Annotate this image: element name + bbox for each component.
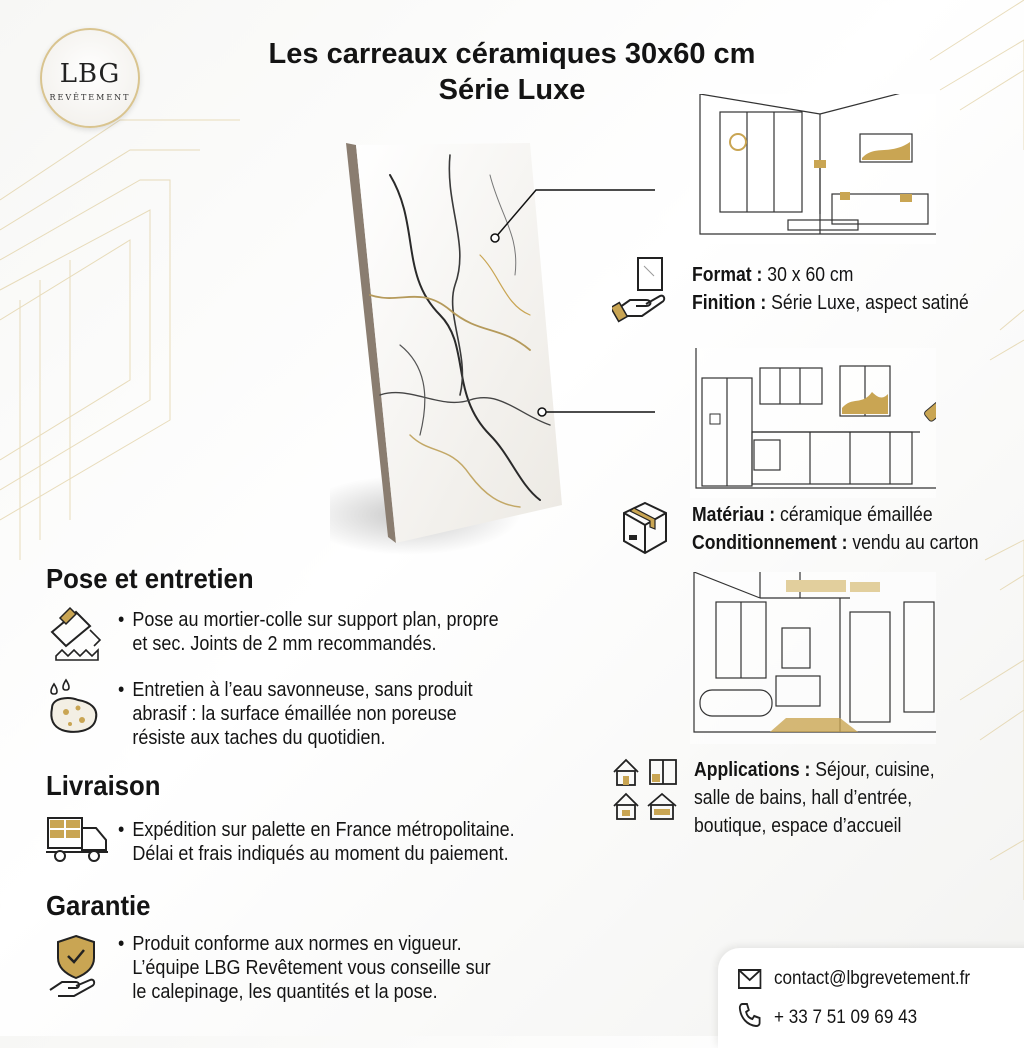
spec-format-value: 30 x 60 cm bbox=[762, 264, 854, 286]
pose-bullet-2-line1: Entretien à l’eau savonneuse, sans produit bbox=[132, 679, 473, 701]
contact-phone-row[interactable] bbox=[738, 1002, 917, 1029]
shield-hand-icon bbox=[48, 934, 104, 1000]
garantie-bullet-1 bbox=[118, 932, 568, 1004]
contact-card bbox=[718, 948, 1024, 1048]
pose-bullet-2 bbox=[118, 678, 568, 750]
contact-email[interactable]: contact@lbgrevetement.fr bbox=[774, 968, 971, 989]
garantie-bullet-1-line2: L’équipe LBG Revêtement vous conseille sur bbox=[132, 957, 491, 979]
livraison-bullet-1-line2: Délai et frais indiqués au moment du paiement. bbox=[132, 843, 509, 865]
section-title-pose: Pose et entretien bbox=[46, 563, 254, 594]
bullet-dot: • bbox=[118, 679, 125, 701]
spec-materiau-value: céramique émaillée bbox=[775, 504, 933, 526]
spec-applications-label: Applications : bbox=[694, 759, 811, 781]
rooms-grid-icon bbox=[610, 754, 680, 824]
bullet-dot: • bbox=[118, 933, 125, 955]
living-room-illustration bbox=[690, 94, 936, 244]
spec-applications-line1: Séjour, cuisine, bbox=[810, 759, 935, 781]
paint-roller-icon bbox=[923, 388, 936, 422]
pose-bullet-1 bbox=[118, 608, 568, 656]
spec-finition bbox=[692, 289, 1018, 317]
pose-bullet-2-line3: résiste aux taches du quotidien. bbox=[132, 727, 386, 749]
trowel-icon bbox=[46, 604, 106, 664]
delivery-truck-icon bbox=[44, 812, 110, 864]
phone-icon bbox=[738, 1002, 761, 1028]
spec-applications-line3: boutique, espace d’accueil bbox=[694, 815, 902, 837]
section-title-garantie: Garantie bbox=[46, 890, 151, 921]
livraison-bullet-1-line1: Expédition sur palette en France métropolitaine. bbox=[132, 819, 515, 841]
section-title-livraison: Livraison bbox=[46, 770, 161, 801]
spec-finition-label: Finition : bbox=[692, 292, 767, 314]
kitchen-illustration bbox=[690, 348, 936, 498]
hand-tile-icon bbox=[612, 254, 668, 324]
spec-applications-line2: salle de bains, hall d’entrée, bbox=[694, 787, 913, 809]
pose-bullet-1-line1: Pose au mortier-colle sur support plan, propre bbox=[132, 609, 499, 631]
logo-subtitle: REVÊTEMENT bbox=[49, 93, 131, 102]
spec-conditionnement-value: vendu au carton bbox=[847, 532, 979, 554]
title-line-2: Série Luxe bbox=[438, 74, 586, 106]
box-icon bbox=[620, 499, 670, 557]
garantie-bullet-1-line3: le calepinage, les quantités et la pose. bbox=[132, 981, 438, 1003]
spec-format-label: Format : bbox=[692, 264, 763, 286]
bathroom-illustration bbox=[690, 572, 936, 744]
garantie-bullet-1-line1: Produit conforme aux normes en vigueur. bbox=[132, 933, 462, 955]
sponge-icon bbox=[44, 678, 104, 738]
spec-conditionnement bbox=[692, 529, 1024, 557]
livraison-bullet-1 bbox=[118, 818, 586, 866]
envelope-icon bbox=[738, 969, 761, 989]
spec-format bbox=[692, 261, 1018, 289]
spec-applications bbox=[694, 756, 984, 840]
contact-email-row[interactable] bbox=[738, 968, 970, 990]
pose-bullet-1-line2: et sec. Joints de 2 mm recommandés. bbox=[132, 633, 437, 655]
brand-logo bbox=[40, 28, 140, 128]
spec-materiau bbox=[692, 501, 1024, 529]
spec-material-packaging bbox=[692, 501, 1024, 557]
spec-conditionnement-label: Conditionnement : bbox=[692, 532, 848, 554]
spec-materiau-label: Matériau : bbox=[692, 504, 776, 526]
pose-bullet-2-line2: abrasif : la surface émaillée non poreuse bbox=[132, 703, 457, 725]
spec-finition-value: Série Luxe, aspect satiné bbox=[766, 292, 969, 314]
contact-phone[interactable]: + 33 7 51 09 69 43 bbox=[774, 1007, 918, 1028]
bullet-dot: • bbox=[118, 609, 125, 631]
logo-monogram: LBG bbox=[59, 59, 121, 89]
bullet-dot: • bbox=[118, 819, 125, 841]
spec-format-finish bbox=[692, 261, 1018, 317]
title-line-1: Les carreaux céramiques 30x60 cm bbox=[268, 38, 756, 70]
